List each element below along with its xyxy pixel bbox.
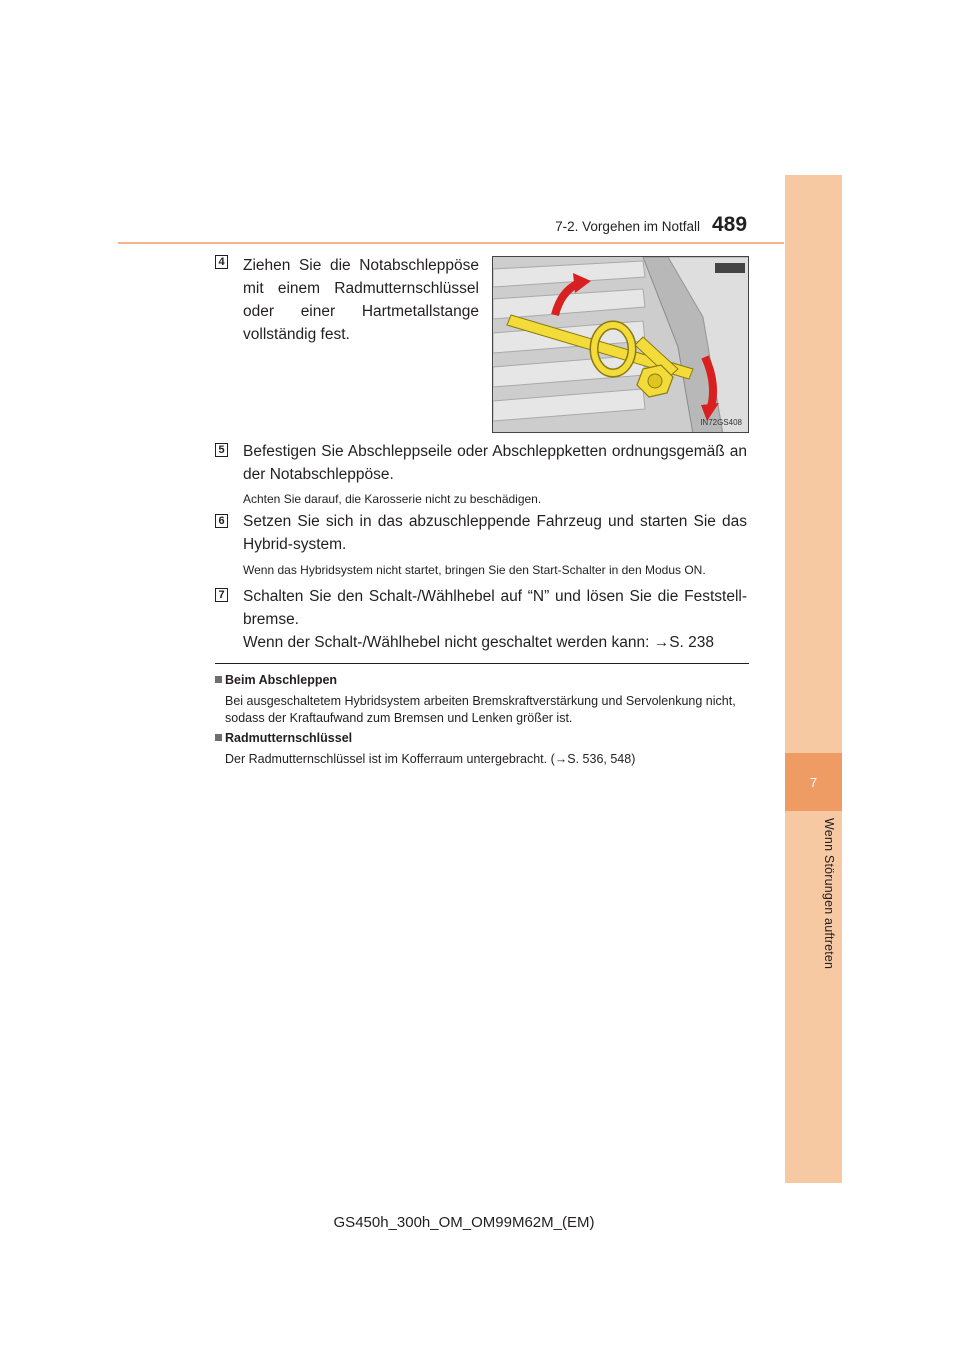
step-text: Befestigen Sie Abschleppseile oder Abschleppketten ordnungsgemäß an der Notabschleppöse. — [243, 443, 747, 483]
step-text: Schalten Sie den Schalt-/Wählhebel auf “N” und lösen Sie die Feststell-bremse. — [243, 588, 747, 628]
square-bullet-icon — [215, 676, 222, 683]
step-note: Achten Sie darauf, die Karosserie nicht zu beschädigen. — [243, 492, 542, 506]
step-number-badge: 7 — [215, 588, 228, 602]
step-number-badge: 6 — [215, 514, 228, 528]
step-text-reference: Wenn der Schalt-/Wählhebel nicht geschaltet werden kann: →S. 238 — [243, 634, 715, 651]
step-text: Ziehen Sie die Notabschleppöse mit einem Radmutternschlüssel oder einer Hartmetallstange vollständig fest. — [243, 257, 479, 343]
wrench-tightening-icon — [493, 257, 749, 433]
note-heading — [215, 731, 352, 745]
note-title: Radmutternschlüssel — [225, 731, 353, 745]
chapter-number-tab — [785, 753, 842, 811]
chapter-number: 7 — [809, 774, 818, 790]
document-code — [0, 1214, 960, 1231]
header-rule — [118, 242, 784, 244]
document-code-text: GS450h_300h_OM_OM99M62M_(EM) — [333, 1214, 595, 1231]
note-body: Bei ausgeschaltetem Hybridsystem arbeiten Bremskraftverstärkung und Servolenkung nicht, sodass der Kraftaufwand zum Bremsen und Lenken größer ist. — [225, 694, 736, 725]
note-body: Der Radmutternschlüssel ist im Kofferraum untergebracht. (→S. 536, 548) — [225, 752, 636, 766]
step-number-badge: 4 — [215, 255, 228, 269]
step-note: Wenn das Hybridsystem nicht startet, bringen Sie den Start-Schalter in den Modus ON. — [243, 563, 706, 577]
section-divider — [215, 663, 749, 664]
chapter-side-band — [785, 175, 842, 1183]
page-number: 489 — [712, 213, 748, 236]
figure-code: IN72GS408 — [700, 418, 742, 427]
note-heading — [215, 673, 337, 687]
step-number-badge: 5 — [215, 443, 228, 457]
section-title: 7-2. Vorgehen im Notfall — [555, 219, 700, 234]
chapter-title: Wenn Störungen auftreten — [822, 818, 836, 970]
tow-hook-illustration — [492, 256, 749, 433]
step-text: Setzen Sie sich in das abzuschleppende Fahrzeug und starten Sie das Hybrid-system. — [243, 513, 747, 553]
note-title: Beim Abschleppen — [225, 673, 338, 687]
square-bullet-icon — [215, 734, 222, 741]
